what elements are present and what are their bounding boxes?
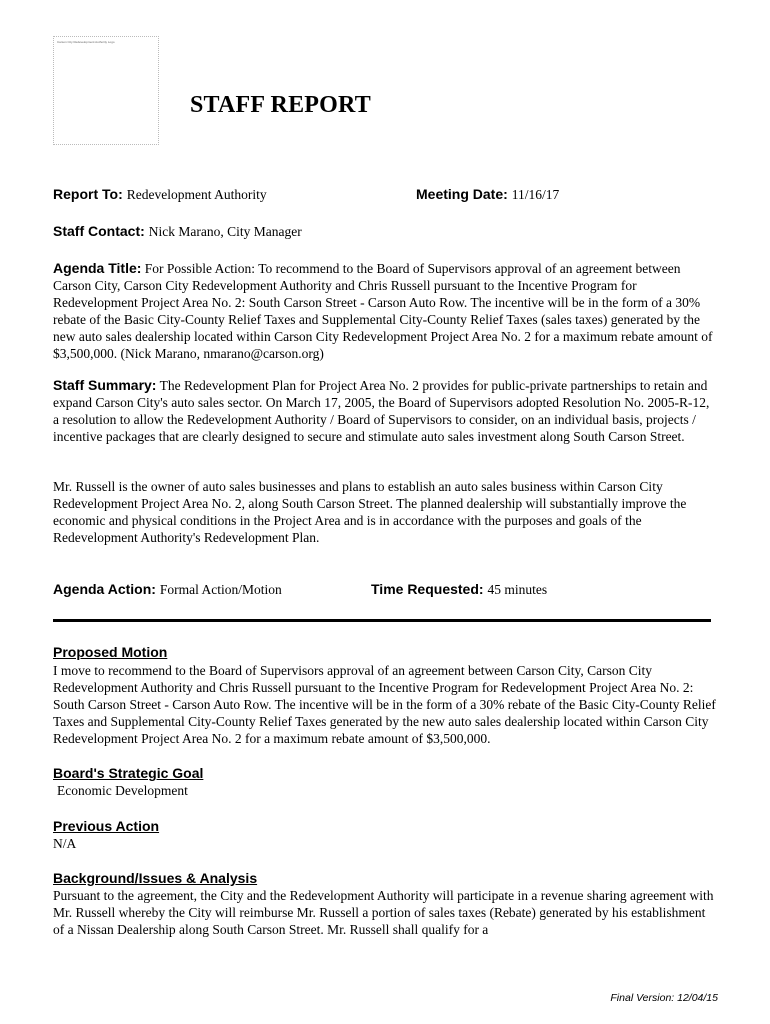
strategic-goal-text: Economic Development: [57, 783, 188, 798]
final-version-footer: Final Version: 12/04/15: [610, 992, 718, 1004]
logo-image: [53, 36, 159, 145]
agenda-title: [53, 260, 717, 362]
staff-summary-label: Staff Summary:: [53, 377, 157, 393]
section-divider: [53, 619, 711, 622]
agenda-action-value: Formal Action/Motion: [159, 582, 282, 597]
time-requested-value: 45 minutes: [487, 582, 548, 597]
strategic-goal-heading: Board's Strategic Goal: [53, 765, 204, 781]
proposed-motion-text: I move to recommend to the Board of Supervisors approval of an agreement between Carson City, Carson City Redevelopment Authority and Chris Russell pursuant to the Incentive Program for Redevelopment Project Area No. 2: South Carson Street - Carson Auto Row. The incentive will be in the form of a 30% rebate of the Basic City-County Relief Taxes and Supplemental City-County Relief Taxes generated by the new auto sales dealership located within Carson City Redevelopment Project Area No. 2 for a maximum rebate amount of $3,500,000.: [53, 663, 716, 746]
agenda-action: [53, 581, 282, 599]
report-to-value: Redevelopment Authority: [126, 187, 267, 202]
logo-alt-text: Carson City Redevelopment Authority Logo: [57, 40, 115, 44]
meeting-date-label: Meeting Date:: [416, 186, 508, 202]
staff-contact: [53, 223, 302, 241]
background-heading: Background/Issues & Analysis: [53, 870, 258, 886]
staff-contact-value: Nick Marano, City Manager: [148, 224, 302, 239]
staff-summary: [53, 377, 717, 445]
report-to-label: Report To:: [53, 186, 123, 202]
time-requested: [371, 581, 547, 599]
agenda-title-text: For Possible Action: To recommend to the Board of Supervisors approval of an agreement between Carson City, Carson City Redevelopment Authority and Chris Russell pursuant to the Incentive Program for Redevelopment Project Area No. 2: South Carson Street - Carson Auto Row. The incentive will be in the form of a 30% rebate of the Basic City-County Relief Taxes and Supplemental City-County Relief Taxes (sales taxes) generated by the new auto sales dealership located within Carson City Redevelopment Project Area No. 2 for a maximum rebate amount of $3,500,000. (Nick Marano, nmarano@carson.org): [53, 261, 713, 361]
agenda-action-label: Agenda Action:: [53, 581, 156, 597]
previous-action-text: N/A: [53, 836, 77, 851]
report-to: [53, 186, 267, 204]
background-text: Pursuant to the agreement, the City and the Redevelopment Authority will participate in a revenue sharing agreement with Mr. Russell whereby the City will reimburse Mr. Russell a portion of sales taxes (Rebate) generated by his establishment of a Nissan Dealership along South Carson Street. Mr. Russell shall qualify for a: [53, 888, 714, 937]
staff-summary-paragraph-2: Mr. Russell is the owner of auto sales businesses and plans to establish an auto sales business within Carson City Redevelopment Project Area No. 2, along South Carson Street. The planned dealership will substantially improve the economic and physical conditions in the Project Area and is in accordance with the purposes and goals of the Redevelopment Authority's Redevelopment Plan.: [53, 479, 687, 545]
proposed-motion-heading: Proposed Motion: [53, 644, 168, 660]
page-title: STAFF REPORT: [190, 92, 371, 118]
staff-summary-text: The Redevelopment Plan for Project Area No. 2 provides for public-private partnerships to retain and expand Carson City's auto sales sector. On March 17, 2005, the Board of Supervisors adopted Resolution No. 2005-R-12, a resolution to allow the Redevelopment Authority / Board of Supervisors to consider, on an individual basis, projects / incentive packages that are clearly designed to secure and stimulate auto sales investment along South Carson Street.: [53, 378, 710, 444]
meeting-date: [416, 186, 559, 204]
staff-contact-label: Staff Contact:: [53, 223, 145, 239]
time-requested-label: Time Requested:: [371, 581, 484, 597]
previous-action-heading: Previous Action: [53, 818, 160, 834]
agenda-title-label: Agenda Title:: [53, 260, 142, 276]
meeting-date-value: 11/16/17: [511, 187, 560, 202]
